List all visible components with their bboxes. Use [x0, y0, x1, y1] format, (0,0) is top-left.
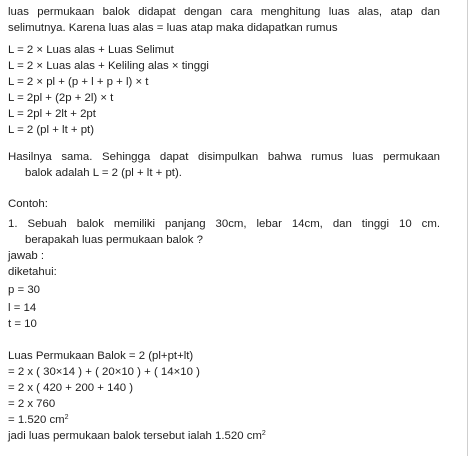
final-answer-line [8, 428, 266, 444]
final-answer-text: jadi luas permukaan balok tersebut ialah 1.520 cm [8, 430, 262, 442]
solution-step: = 2 x ( 30×14 ) + ( 20×10 ) + ( 14×10 ) [8, 366, 200, 378]
formula-line: L = 2 (pl + lt + pt) [8, 124, 95, 136]
known-value: p = 30 [8, 284, 40, 296]
formula-line: L = 2 × Luas alas + Keliling alas × tinggi [8, 60, 209, 72]
result-value: = 1.520 cm [8, 414, 65, 426]
result-unit-power: 2 [64, 414, 69, 421]
question-line: 1. Sebuah balok memiliki panjang 30cm, lebar 14cm, dan tinggi 10 cm. [8, 218, 440, 230]
final-unit-power: 2 [261, 430, 266, 437]
intro-line: luas permukaan balok didapat dengan cara menghitung luas alas, atap dan [8, 6, 440, 18]
result-line [8, 412, 69, 428]
example-heading: Contoh: [8, 198, 48, 210]
formula-line: L = 2pl + 2lt + 2pt [8, 108, 96, 120]
solution-step: = 2 x 760 [8, 398, 56, 410]
known-value: l = 14 [8, 302, 37, 314]
formula-line: L = 2 × Luas alas + Luas Selimut [8, 44, 174, 56]
known-label: diketahui: [8, 266, 57, 278]
answer-label: jawab : [8, 250, 45, 262]
question-line: berapakah luas permukaan balok ? [25, 234, 203, 246]
solution-step: = 2 x ( 420 + 200 + 140 ) [8, 382, 134, 394]
known-value: t = 10 [8, 318, 37, 330]
conclusion-line: Hasilnya sama. Sehingga dapat disimpulkan bahwa rumus luas permukaan [8, 151, 440, 163]
formula-line: L = 2pl + (2p + 2l) × t [8, 92, 114, 104]
intro-line: selimutnya. Karena luas alas = luas atap maka didapatkan rumus [8, 22, 338, 34]
formula-line: L = 2 × pl + (p + l + p + l) × t [8, 76, 149, 88]
conclusion-line: balok adalah L = 2 (pl + lt + pt). [25, 167, 182, 179]
solution-step: Luas Permukaan Balok = 2 (pl+pt+lt) [8, 350, 194, 362]
